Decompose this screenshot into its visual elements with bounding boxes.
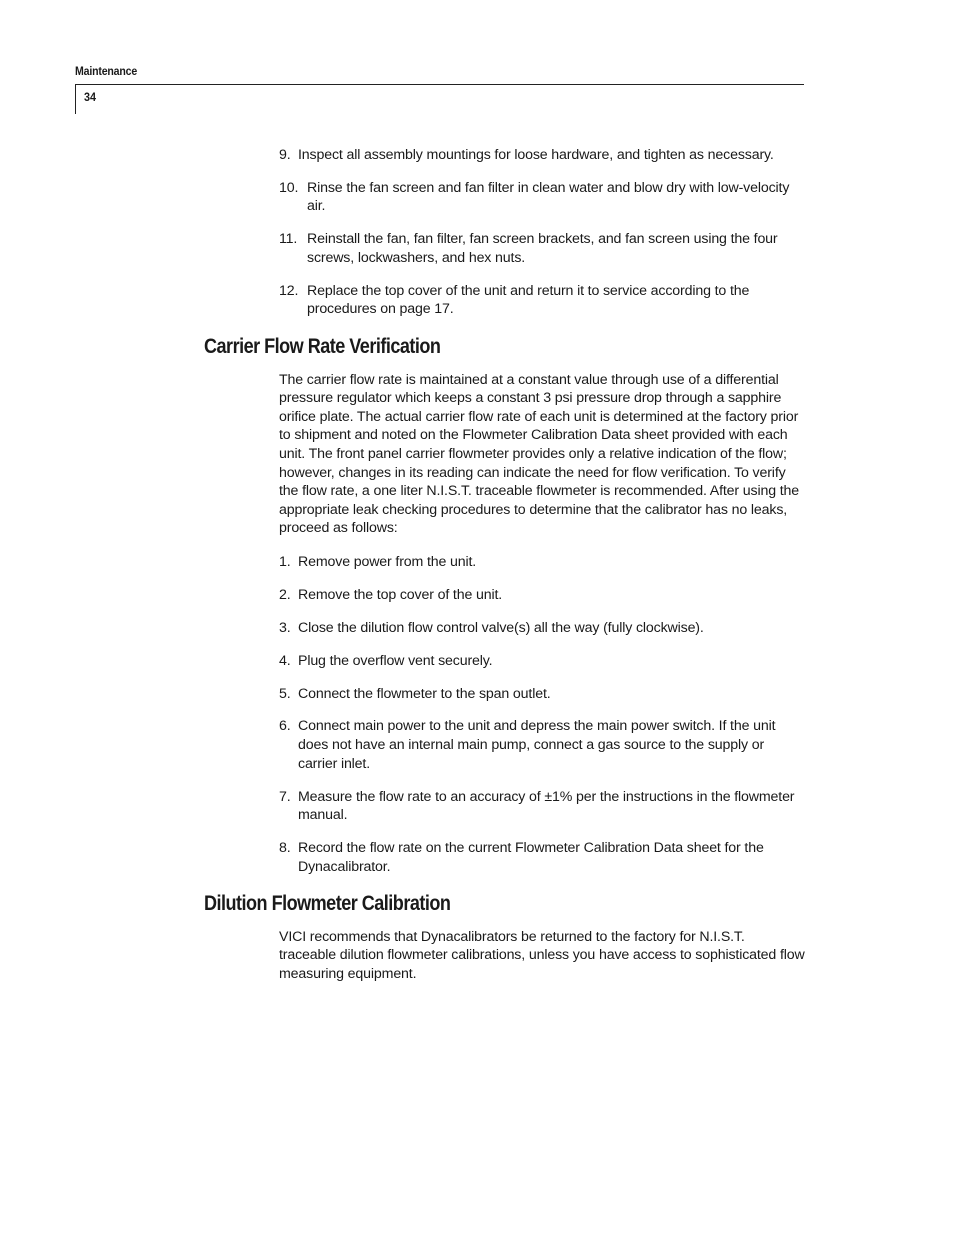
- step-number: 11.: [279, 231, 298, 248]
- page-number: 34: [84, 90, 97, 104]
- step-number: 3.: [279, 619, 291, 636]
- page-number-rule: [75, 84, 76, 114]
- list-item: [279, 146, 805, 165]
- list-item: [279, 652, 805, 671]
- section-heading-carrier-flow: Carrier Flow Rate Verification: [204, 335, 441, 359]
- step-text: Replace the top cover of the unit and return it to service according to the procedures on page 17.: [307, 282, 750, 318]
- step-number: 8.: [279, 840, 291, 856]
- list-item: [279, 553, 805, 572]
- list-item: [279, 685, 805, 704]
- section-heading-dilution-flowmeter: Dilution Flowmeter Calibration: [204, 892, 451, 916]
- carrier-intro-paragraph: The carrier flow rate is maintained at a constant value through use of a differential pressure regulator which keeps a constant 3 psi pressure drop through a sapphire orifice plate. The actual carrier flow rate of each unit is determined at the factory prior to shipment and noted on the Flowmeter Calibration Data sheet provided with each unit. The front panel carrier flowmeter provides only a relative indication of the flow; however, changes in its reading can indicate the need for flow verification. To verify the flow rate, a one liter N.I.S.T. traceable flowmeter is recommended. After using the appropriate leak checking procedures to determine that the calibrator has no leaks, proceed as follows:: [279, 371, 800, 537]
- list-item: [279, 230, 805, 267]
- step-number: 9.: [279, 147, 291, 163]
- step-number: 4.: [279, 652, 291, 669]
- step-text: Record the flow rate on the current Flowmeter Calibration Data sheet for the Dynacalibrator.: [298, 840, 764, 875]
- header-rule: [75, 84, 804, 85]
- list-item: [279, 586, 805, 605]
- step-number: 1.: [279, 553, 291, 570]
- list-item: [279, 839, 805, 876]
- list-item: [279, 717, 805, 773]
- step-number: 10.: [279, 179, 299, 196]
- list-item: [279, 619, 805, 638]
- step-text: Remove power from the unit.: [298, 553, 477, 570]
- step-number: 12.: [279, 282, 299, 299]
- step-text: Rinse the fan screen and fan filter in clean water and blow dry with low-velocity air.: [307, 179, 790, 215]
- list-item: [279, 179, 805, 216]
- step-text: Measure the flow rate to an accuracy of ±1% per the instructions in the flowmeter manual.: [298, 788, 795, 824]
- step-text: Reinstall the fan, fan filter, fan screen brackets, and fan screen using the four screws, lockwashers, and hex nuts.: [307, 231, 778, 266]
- step-text: Connect main power to the unit and depress the main power switch. If the unit does not have an internal main pump, connect a gas source to the supply or carrier inlet.: [298, 718, 776, 772]
- carrier-steps-list: [279, 553, 805, 876]
- step-text: Connect the flowmeter to the span outlet.: [298, 685, 551, 702]
- step-number: 7.: [279, 788, 291, 805]
- continued-steps-list: [279, 146, 805, 319]
- list-item: [279, 282, 805, 319]
- step-number: 2.: [279, 586, 291, 603]
- dilution-paragraph: VICI recommends that Dynacalibrators be returned to the factory for N.I.S.T. traceable dilution flowmeter calibrations, unless you have access to sophisticated flow measuring equipment.: [279, 928, 805, 982]
- step-text: Inspect all assembly mountings for loose hardware, and tighten as necessary.: [298, 147, 774, 163]
- list-item: [279, 788, 805, 825]
- step-number: 5.: [279, 685, 291, 702]
- step-number: 6.: [279, 718, 291, 735]
- step-text: Close the dilution flow control valve(s) all the way (fully clockwise).: [298, 619, 704, 636]
- step-text: Remove the top cover of the unit.: [298, 586, 503, 603]
- step-text: Plug the overflow vent securely.: [298, 652, 493, 669]
- page-content: [204, 146, 805, 999]
- running-head-section: Maintenance: [75, 64, 138, 78]
